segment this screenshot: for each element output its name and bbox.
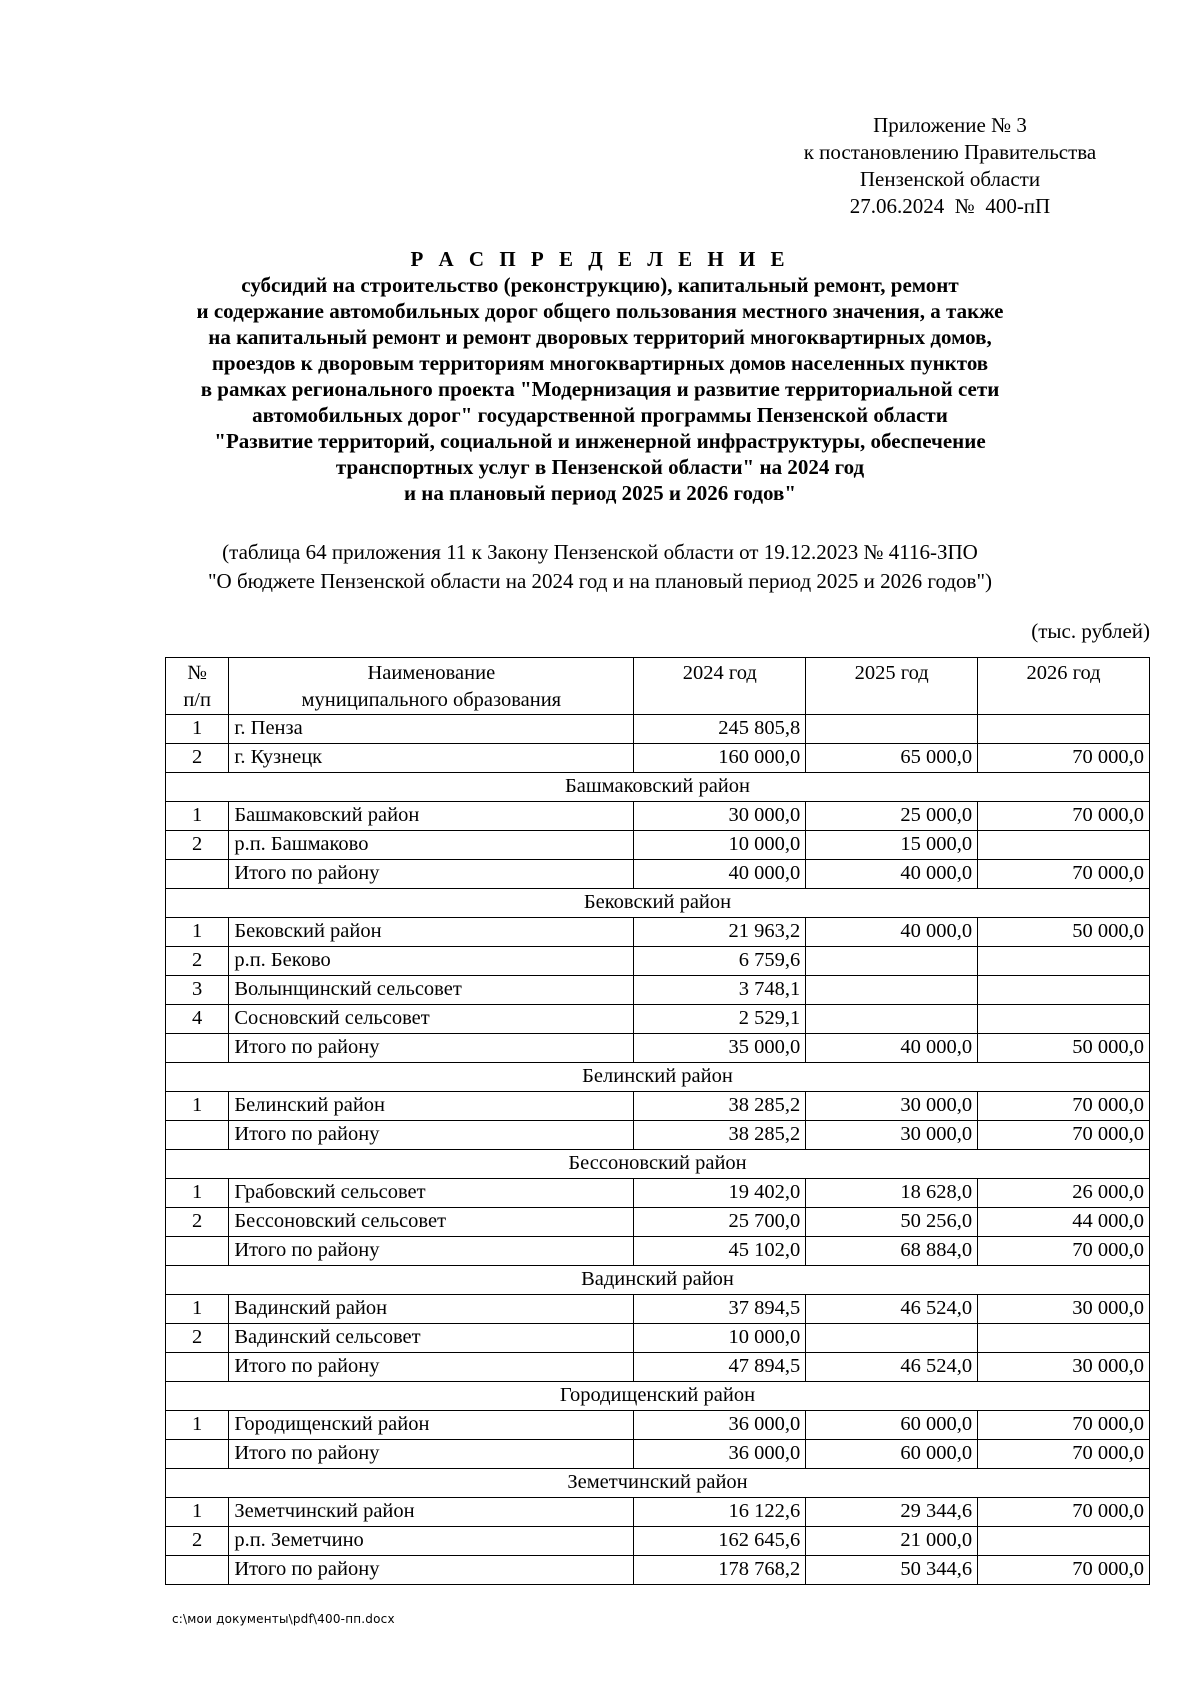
value-2024: 40 000,0	[634, 860, 806, 889]
value-2026: 70 000,0	[978, 1121, 1150, 1150]
annex-block	[740, 112, 1160, 220]
table-row	[166, 1498, 1150, 1527]
units-label: (тыс. рублей)	[1031, 619, 1150, 643]
table-row	[166, 976, 1150, 1005]
municipality-name: р.п. Беково	[229, 947, 634, 976]
table-row	[166, 860, 1150, 889]
value-2024: 19 402,0	[634, 1179, 806, 1208]
value-2024: 10 000,0	[634, 1324, 806, 1353]
row-number: 4	[166, 1005, 229, 1034]
value-2025: 25 000,0	[806, 802, 978, 831]
table-row	[166, 1092, 1150, 1121]
title-heading: Р А С П Р Е Д Е Л Е Н И Е	[410, 247, 790, 271]
value-2024: 178 768,2	[634, 1556, 806, 1585]
value-2026	[978, 947, 1150, 976]
row-number	[166, 1237, 229, 1266]
value-2024: 160 000,0	[634, 744, 806, 773]
value-2024: 10 000,0	[634, 831, 806, 860]
row-number: 2	[166, 1527, 229, 1556]
municipality-name: Итого по району	[229, 1440, 634, 1469]
value-2025: 30 000,0	[806, 1092, 978, 1121]
value-2025: 50 344,6	[806, 1556, 978, 1585]
section-title: Вадинский район	[166, 1266, 1150, 1295]
header-name: Наименование муниципального образования	[229, 658, 634, 715]
table-row	[166, 802, 1150, 831]
municipality-name: г. Пенза	[229, 715, 634, 744]
municipality-name: Башмаковский район	[229, 802, 634, 831]
value-2024: 38 285,2	[634, 1121, 806, 1150]
row-number	[166, 1556, 229, 1585]
table-row	[166, 918, 1150, 947]
header-number: № п/п	[166, 658, 229, 715]
value-2026: 70 000,0	[978, 860, 1150, 889]
section-title: Бессоновский район	[166, 1150, 1150, 1179]
row-number	[166, 1440, 229, 1469]
header-2024: 2024 год	[634, 658, 806, 715]
row-number: 2	[166, 831, 229, 860]
municipality-name: Волынщинский сельсовет	[229, 976, 634, 1005]
annex-number: Приложение № 3	[873, 113, 1027, 137]
table-row	[166, 1440, 1150, 1469]
value-2026: 70 000,0	[978, 1411, 1150, 1440]
law-reference-line: "О бюджете Пензенской области на 2024 год и на плановый период 2025 и 2026 годов")	[207, 569, 993, 593]
value-2024: 245 805,8	[634, 715, 806, 744]
municipality-name: Вадинский район	[229, 1295, 634, 1324]
title-line: автомобильных дорог" государственной программы Пензенской области	[252, 403, 948, 427]
table-row	[166, 1527, 1150, 1556]
section-title: Башмаковский район	[166, 773, 1150, 802]
header-2026: 2026 год	[978, 658, 1150, 715]
row-number	[166, 860, 229, 889]
value-2026: 50 000,0	[978, 1034, 1150, 1063]
row-number: 2	[166, 947, 229, 976]
municipality-name: Итого по району	[229, 1237, 634, 1266]
law-reference-line: (таблица 64 приложения 11 к Закону Пензенской области от 19.12.2023 № 4116-ЗПО	[222, 540, 978, 564]
title-line: и содержание автомобильных дорог общего пользования местного значения, а также	[196, 299, 1004, 323]
municipality-name: р.п. Земетчино	[229, 1527, 634, 1556]
value-2024: 3 748,1	[634, 976, 806, 1005]
table-row	[166, 1208, 1150, 1237]
value-2025: 40 000,0	[806, 860, 978, 889]
value-2026	[978, 976, 1150, 1005]
title-line: транспортных услуг в Пензенской области" на 2024 год	[335, 455, 865, 479]
municipality-name: Сосновский сельсовет	[229, 1005, 634, 1034]
value-2026: 70 000,0	[978, 744, 1150, 773]
table-row	[166, 744, 1150, 773]
municipality-name: Итого по району	[229, 1034, 634, 1063]
value-2026	[978, 1005, 1150, 1034]
municipality-name: Итого по району	[229, 1353, 634, 1382]
value-2025	[806, 947, 978, 976]
header-2025: 2025 год	[806, 658, 978, 715]
value-2024: 162 645,6	[634, 1527, 806, 1556]
law-reference	[150, 538, 1050, 596]
municipality-name: Городищенский район	[229, 1411, 634, 1440]
title-line: на капитальный ремонт и ремонт дворовых территорий многоквартирных домов,	[208, 325, 992, 349]
row-number: 1	[166, 1411, 229, 1440]
value-2024: 47 894,5	[634, 1353, 806, 1382]
value-2026: 70 000,0	[978, 1498, 1150, 1527]
row-number	[166, 1034, 229, 1063]
row-number	[166, 1353, 229, 1382]
value-2026	[978, 831, 1150, 860]
row-number	[166, 1121, 229, 1150]
table-row	[166, 715, 1150, 744]
value-2025	[806, 1005, 978, 1034]
value-2026: 70 000,0	[978, 802, 1150, 831]
value-2026	[978, 1527, 1150, 1556]
value-2025: 46 524,0	[806, 1353, 978, 1382]
section-header-row	[166, 1266, 1150, 1295]
value-2026: 44 000,0	[978, 1208, 1150, 1237]
section-title: Белинский район	[166, 1063, 1150, 1092]
value-2025: 50 256,0	[806, 1208, 978, 1237]
value-2025: 60 000,0	[806, 1440, 978, 1469]
value-2026	[978, 1324, 1150, 1353]
municipality-name: Земетчинский район	[229, 1498, 634, 1527]
title-line: "Развитие территорий, социальной и инженерной инфраструктуры, обеспечение	[214, 429, 986, 453]
title-line: в рамках регионального проекта "Модернизация и развитие территориальной сети	[200, 377, 1000, 401]
section-header-row	[166, 1469, 1150, 1498]
value-2024: 38 285,2	[634, 1092, 806, 1121]
table-row	[166, 1324, 1150, 1353]
value-2025: 18 628,0	[806, 1179, 978, 1208]
section-header-row	[166, 1063, 1150, 1092]
value-2025: 68 884,0	[806, 1237, 978, 1266]
value-2024: 16 122,6	[634, 1498, 806, 1527]
value-2024: 37 894,5	[634, 1295, 806, 1324]
row-number: 3	[166, 976, 229, 1005]
value-2026: 30 000,0	[978, 1295, 1150, 1324]
table-row	[166, 1005, 1150, 1034]
value-2026: 50 000,0	[978, 918, 1150, 947]
value-2024: 45 102,0	[634, 1237, 806, 1266]
row-number: 1	[166, 1179, 229, 1208]
value-2024: 35 000,0	[634, 1034, 806, 1063]
municipality-name: Бессоновский сельсовет	[229, 1208, 634, 1237]
row-number: 1	[166, 1295, 229, 1324]
municipality-name: Итого по району	[229, 1121, 634, 1150]
value-2026: 70 000,0	[978, 1556, 1150, 1585]
document-title	[150, 246, 1050, 506]
section-header-row	[166, 1150, 1150, 1179]
municipality-name: г. Кузнецк	[229, 744, 634, 773]
value-2025: 60 000,0	[806, 1411, 978, 1440]
value-2025: 21 000,0	[806, 1527, 978, 1556]
municipality-name: Бековский район	[229, 918, 634, 947]
annex-date-number: 27.06.2024 № 400-пП	[849, 194, 1051, 218]
row-number: 2	[166, 1208, 229, 1237]
table-row	[166, 1411, 1150, 1440]
table-row	[166, 831, 1150, 860]
table-header-row	[166, 658, 1150, 715]
value-2025: 65 000,0	[806, 744, 978, 773]
value-2024: 36 000,0	[634, 1440, 806, 1469]
annex-resolution: к постановлению Правительства	[803, 140, 1097, 164]
value-2026: 70 000,0	[978, 1237, 1150, 1266]
row-number: 1	[166, 1092, 229, 1121]
municipality-name: Итого по району	[229, 860, 634, 889]
value-2025: 29 344,6	[806, 1498, 978, 1527]
table-row	[166, 1179, 1150, 1208]
value-2026: 70 000,0	[978, 1440, 1150, 1469]
value-2025: 40 000,0	[806, 918, 978, 947]
row-number: 1	[166, 918, 229, 947]
table-body	[166, 715, 1150, 1585]
municipality-name: Белинский район	[229, 1092, 634, 1121]
value-2024: 2 529,1	[634, 1005, 806, 1034]
section-title: Городищенский район	[166, 1382, 1150, 1411]
table-row	[166, 1034, 1150, 1063]
row-number: 2	[166, 744, 229, 773]
table-row	[166, 1295, 1150, 1324]
value-2026	[978, 715, 1150, 744]
value-2025	[806, 715, 978, 744]
section-title: Бековский район	[166, 889, 1150, 918]
value-2026: 70 000,0	[978, 1092, 1150, 1121]
row-number: 1	[166, 1498, 229, 1527]
table-row	[166, 1237, 1150, 1266]
table-row	[166, 1121, 1150, 1150]
value-2025	[806, 1324, 978, 1353]
municipality-name: Итого по району	[229, 1556, 634, 1585]
municipality-name: Вадинский сельсовет	[229, 1324, 634, 1353]
municipality-name: р.п. Башмаково	[229, 831, 634, 860]
table-row	[166, 1556, 1150, 1585]
row-number: 1	[166, 802, 229, 831]
section-header-row	[166, 1382, 1150, 1411]
table-row	[166, 1353, 1150, 1382]
row-number: 1	[166, 715, 229, 744]
file-path-footer: c:\мои документы\pdf\400-пп.docx	[172, 1612, 395, 1626]
section-title: Земетчинский район	[166, 1469, 1150, 1498]
value-2025: 46 524,0	[806, 1295, 978, 1324]
title-line: субсидий на строительство (реконструкцию), капитальный ремонт, ремонт	[241, 273, 959, 297]
table-row	[166, 947, 1150, 976]
subsidy-distribution-table	[165, 657, 1150, 1585]
value-2026: 30 000,0	[978, 1353, 1150, 1382]
value-2025: 40 000,0	[806, 1034, 978, 1063]
section-header-row	[166, 773, 1150, 802]
value-2024: 25 700,0	[634, 1208, 806, 1237]
value-2026: 26 000,0	[978, 1179, 1150, 1208]
value-2025	[806, 976, 978, 1005]
value-2025: 15 000,0	[806, 831, 978, 860]
row-number: 2	[166, 1324, 229, 1353]
section-header-row	[166, 889, 1150, 918]
value-2024: 21 963,2	[634, 918, 806, 947]
value-2025: 30 000,0	[806, 1121, 978, 1150]
municipality-name: Грабовский сельсовет	[229, 1179, 634, 1208]
value-2024: 36 000,0	[634, 1411, 806, 1440]
value-2024: 6 759,6	[634, 947, 806, 976]
value-2024: 30 000,0	[634, 802, 806, 831]
title-line: проездов к дворовым территориям многоквартирных домов населенных пунктов	[211, 351, 989, 375]
title-line: и на плановый период 2025 и 2026 годов"	[403, 481, 797, 505]
annex-region: Пензенской области	[859, 167, 1041, 191]
